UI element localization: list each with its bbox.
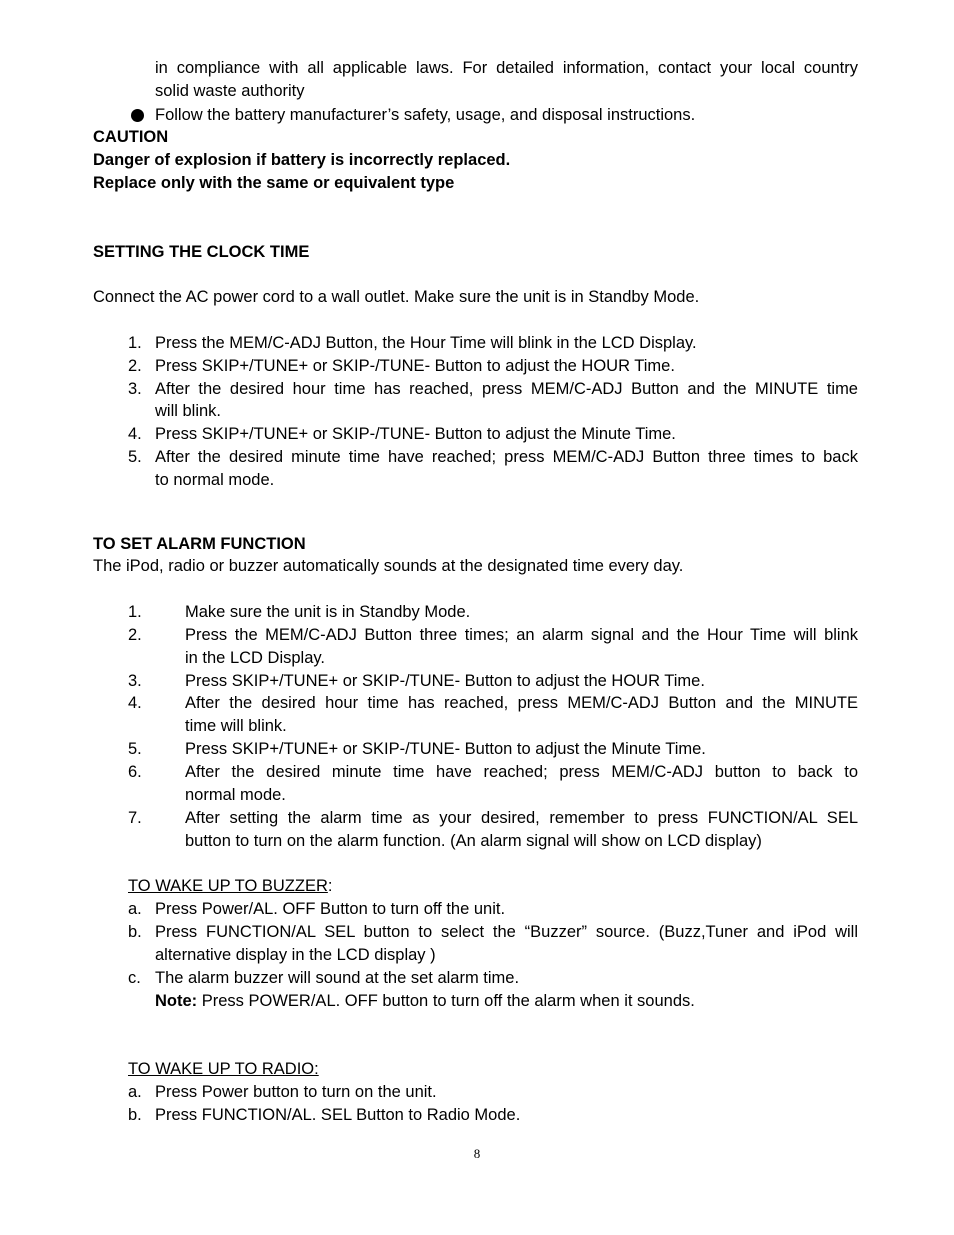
alarm-step-7-text: After setting the alarm time as your desired, remember to press FUNCTION/AL SEL bbox=[185, 809, 858, 827]
radio-b-text: Press FUNCTION/AL. SEL Button to Radio Mode. bbox=[155, 1106, 521, 1124]
buzzer-heading-row bbox=[128, 876, 332, 896]
clock-intro: Connect the AC power cord to a wall outlet. Make sure the unit is in Standby Mode. bbox=[93, 288, 700, 306]
caution-line-1: Danger of explosion if battery is incorrectly replaced. bbox=[93, 151, 511, 169]
clock-step-1-num: 1. bbox=[128, 334, 142, 352]
clock-heading: SETTING THE CLOCK TIME bbox=[93, 243, 310, 261]
buzzer-b-label: b. bbox=[128, 923, 142, 941]
alarm-step-2-num: 2. bbox=[128, 626, 142, 644]
clock-step-4-text: Press SKIP+/TUNE+ or SKIP-/TUNE- Button to adjust the Minute Time. bbox=[155, 425, 676, 443]
radio-a-label: a. bbox=[128, 1083, 142, 1101]
buzzer-b-text-cont: alternative display in the LCD display ) bbox=[155, 946, 436, 964]
clock-step-5-text: After the desired minute time have reached; press MEM/C-ADJ Button three times to back bbox=[155, 448, 858, 466]
page-number: 8 bbox=[473, 1146, 481, 1161]
clock-step-3-text-cont: will blink. bbox=[155, 402, 222, 420]
intro-line-2: solid waste authority bbox=[155, 82, 305, 100]
buzzer-a-text: Press Power/AL. OFF Button to turn off the unit. bbox=[155, 900, 506, 918]
buzzer-b-text: Press FUNCTION/AL SEL button to select the “Buzzer” source. (Buzz,Tuner and iPod will bbox=[155, 923, 858, 941]
buzzer-heading-colon: : bbox=[327, 877, 333, 895]
alarm-step-1-num: 1. bbox=[128, 603, 142, 621]
alarm-step-5-num: 5. bbox=[128, 740, 142, 758]
note-text: Press POWER/AL. OFF button to turn off the alarm when it sounds. bbox=[197, 992, 695, 1010]
alarm-step-6-text-cont: normal mode. bbox=[185, 786, 286, 804]
alarm-step-4-num: 4. bbox=[128, 694, 142, 712]
alarm-step-6-text: After the desired minute time have reached; press MEM/C-ADJ button to back to bbox=[185, 763, 858, 781]
alarm-step-7-text-cont: button to turn on the alarm function. (An alarm signal will show on LCD display) bbox=[185, 832, 762, 850]
buzzer-a-label: a. bbox=[128, 900, 142, 918]
alarm-step-7-num: 7. bbox=[128, 809, 142, 827]
note-label: Note: bbox=[155, 992, 198, 1010]
clock-step-5-num: 5. bbox=[128, 448, 142, 466]
intro-line-1: in compliance with all applicable laws. For detailed information, contact your local country bbox=[155, 59, 858, 77]
clock-step-1-text: Press the MEM/C-ADJ Button, the Hour Time will blink in the LCD Display. bbox=[155, 334, 697, 352]
clock-step-4-num: 4. bbox=[128, 425, 142, 443]
alarm-step-3-num: 3. bbox=[128, 672, 142, 690]
alarm-step-2-text: Press the MEM/C-ADJ Button three times; an alarm signal and the Hour Time will blink bbox=[185, 626, 858, 644]
buzzer-c-label: c. bbox=[128, 969, 141, 987]
caution-title: CAUTION bbox=[93, 128, 169, 146]
radio-heading: TO WAKE UP TO RADIO: bbox=[128, 1060, 319, 1078]
alarm-heading: TO SET ALARM FUNCTION bbox=[93, 535, 306, 553]
alarm-step-4-text-cont: time will blink. bbox=[185, 717, 287, 735]
caution-line-2: Replace only with the same or equivalent type bbox=[93, 174, 455, 192]
alarm-step-4-text: After the desired hour time has reached, press MEM/C-ADJ Button and the MINUTE bbox=[185, 694, 858, 712]
buzzer-note bbox=[155, 991, 695, 1011]
alarm-step-6-num: 6. bbox=[128, 763, 142, 781]
alarm-step-5-text: Press SKIP+/TUNE+ or SKIP-/TUNE- Button to adjust the Minute Time. bbox=[185, 740, 706, 758]
radio-b-label: b. bbox=[128, 1106, 142, 1124]
bullet-text: Follow the battery manufacturer’s safety, usage, and disposal instructions. bbox=[155, 106, 696, 124]
radio-a-text: Press Power button to turn on the unit. bbox=[155, 1083, 437, 1101]
bullet-icon bbox=[131, 109, 144, 122]
clock-step-2-num: 2. bbox=[128, 357, 142, 375]
clock-step-2-text: Press SKIP+/TUNE+ or SKIP-/TUNE- Button to adjust the HOUR Time. bbox=[155, 357, 675, 375]
buzzer-heading: TO WAKE UP TO BUZZER bbox=[128, 877, 328, 895]
clock-step-3-text: After the desired hour time has reached, press MEM/C-ADJ Button and the MINUTE time bbox=[155, 380, 858, 398]
clock-step-3-num: 3. bbox=[128, 380, 142, 398]
alarm-intro: The iPod, radio or buzzer automatically sounds at the designated time every day. bbox=[93, 557, 684, 575]
alarm-step-3-text: Press SKIP+/TUNE+ or SKIP-/TUNE- Button to adjust the HOUR Time. bbox=[185, 672, 705, 690]
clock-step-5-text-cont: to normal mode. bbox=[155, 471, 275, 489]
buzzer-c-text: The alarm buzzer will sound at the set alarm time. bbox=[155, 969, 520, 987]
alarm-step-1-text: Make sure the unit is in Standby Mode. bbox=[185, 603, 471, 621]
alarm-step-2-text-cont: in the LCD Display. bbox=[185, 649, 326, 667]
